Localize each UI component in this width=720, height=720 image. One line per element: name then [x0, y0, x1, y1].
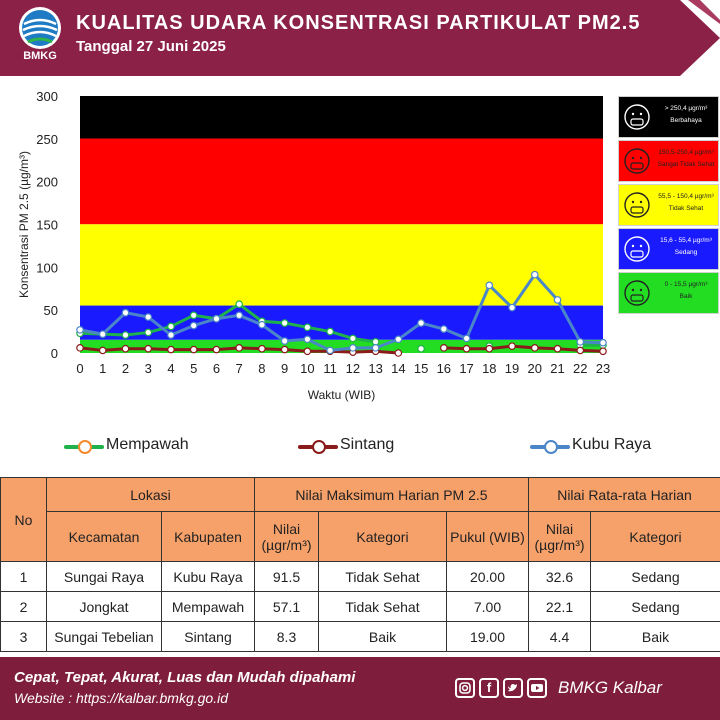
- cell-no: 1: [1, 562, 47, 592]
- table-row: [1, 622, 720, 652]
- x-tick-label: 4: [167, 361, 175, 376]
- x-tick-label: 9: [281, 361, 289, 376]
- x-tick-label: 6: [212, 361, 221, 376]
- y-tick-label: 50: [43, 303, 58, 319]
- data-point: [304, 348, 310, 354]
- series-legend-marker: [312, 440, 326, 454]
- data-point: [554, 297, 560, 303]
- cell-kecamatan: Sungai Tebelian: [47, 622, 162, 652]
- data-point: [395, 336, 401, 342]
- data-point: [577, 347, 583, 353]
- data-point: [418, 320, 424, 326]
- data-point: [463, 335, 469, 341]
- cell-max-kategori: Baik: [319, 622, 447, 652]
- x-tick-label: 3: [144, 361, 152, 376]
- data-point: [281, 338, 287, 344]
- face-icon: [622, 189, 652, 221]
- legend-range: 55,5 - 150,4 µgr/m³: [658, 193, 714, 200]
- data-point: [350, 345, 356, 351]
- legend-category: Sedang: [674, 249, 698, 256]
- header-avg-nilai-label: Nilai: [545, 520, 574, 537]
- summary-table: [0, 477, 720, 652]
- data-point: [236, 312, 242, 318]
- cell-kabupaten: Sintang: [162, 622, 255, 652]
- data-point: [304, 324, 310, 330]
- header-pukul: Pukul (WIB): [447, 512, 529, 562]
- footer-tagline: Cepat, Tepat, Akurat, Luas dan Mudah dipahami: [14, 669, 356, 686]
- cell-kecamatan: Jongkat: [47, 592, 162, 622]
- data-point: [190, 346, 196, 352]
- cell-avg-nilai: 32.6: [529, 562, 591, 592]
- legend-card-sangat-tidak-sehat: [618, 140, 719, 182]
- table-row: [1, 562, 720, 592]
- cell-max-kategori: Tidak Sehat: [319, 562, 447, 592]
- legend-card-berbahaya: [618, 96, 719, 138]
- cell-max-kategori: Tidak Sehat: [319, 592, 447, 622]
- data-point: [190, 322, 196, 328]
- data-point: [532, 345, 538, 351]
- data-point: [577, 339, 583, 345]
- data-point: [395, 350, 401, 356]
- header-max-kategori: Kategori: [319, 512, 447, 562]
- cell-max-nilai: 57.1: [255, 592, 319, 622]
- face-icon: [622, 233, 652, 265]
- x-tick-label: 17: [459, 361, 474, 376]
- series-legend-marker: [78, 440, 92, 454]
- data-point: [600, 340, 606, 346]
- logo-text: BMKG: [23, 50, 57, 62]
- data-point: [168, 332, 174, 338]
- data-point: [236, 301, 242, 307]
- header-kabupaten: Kabupaten: [162, 512, 255, 562]
- data-point: [145, 329, 151, 335]
- youtube-icon[interactable]: [527, 678, 547, 698]
- data-point: [190, 312, 196, 318]
- y-tick-label: 300: [36, 89, 58, 104]
- header-kecamatan: Kecamatan: [47, 512, 162, 562]
- header-no: No: [1, 478, 47, 562]
- x-tick-label: 15: [413, 361, 429, 376]
- y-tick-label: 150: [36, 217, 58, 233]
- data-point: [509, 343, 515, 349]
- data-point: [259, 322, 265, 328]
- page-date: Tanggal 27 Juni 2025: [76, 38, 226, 55]
- header-max-nilai: [255, 512, 319, 562]
- facebook-icon[interactable]: f: [479, 678, 499, 698]
- legend-range: 150,5-250,4 µgr/m³: [658, 149, 714, 156]
- x-tick-label: 2: [121, 361, 130, 376]
- cell-kabupaten: Kubu Raya: [162, 562, 255, 592]
- data-point: [554, 346, 560, 352]
- table-row: [1, 592, 720, 622]
- header-avg-kategori: Kategori: [591, 512, 720, 562]
- data-point: [122, 332, 128, 338]
- data-point: [259, 346, 265, 352]
- series-legend-label: Mempawah: [106, 436, 189, 453]
- data-point: [441, 326, 447, 332]
- series-legend-marker: [544, 440, 558, 454]
- data-point: [532, 271, 538, 277]
- x-tick-label: 7: [235, 361, 243, 376]
- legend-category: Berbahaya: [670, 117, 702, 124]
- cell-avg-nilai: 22.1: [529, 592, 591, 622]
- data-point: [122, 346, 128, 352]
- cell-kecamatan: Sungai Raya: [47, 562, 162, 592]
- header-max-nilai-unit: (µgr/m³): [261, 536, 312, 553]
- face-icon: [622, 277, 652, 309]
- legend-category: Tidak Sehat: [668, 205, 704, 212]
- cell-avg-kategori: Baik: [591, 622, 720, 652]
- footer-website[interactable]: Website : https://kalbar.bmkg.go.id: [14, 690, 228, 706]
- cell-avg-kategori: Sedang: [591, 592, 720, 622]
- cell-kabupaten: Mempawah: [162, 592, 255, 622]
- data-point: [327, 347, 333, 353]
- x-tick-label: 14: [391, 361, 406, 376]
- header-lokasi: Lokasi: [47, 478, 255, 512]
- y-tick-label: 0: [50, 346, 58, 361]
- data-point: [486, 346, 492, 352]
- cell-max-nilai: 8.3: [255, 622, 319, 652]
- band-3: [80, 138, 603, 224]
- header-banner: [0, 0, 720, 76]
- cell-no: 3: [1, 622, 47, 652]
- legend-card-baik: [618, 272, 719, 314]
- header-nilai-maksimum: Nilai Maksimum Harian PM 2.5: [255, 478, 529, 512]
- y-tick-label: 100: [36, 260, 58, 276]
- x-tick-label: 18: [482, 361, 497, 376]
- band-2: [80, 224, 603, 305]
- x-tick-label: 1: [99, 361, 107, 376]
- x-tick-label: 22: [573, 361, 588, 376]
- data-point: [145, 346, 151, 352]
- band-4: [80, 96, 603, 138]
- x-tick-label: 19: [504, 361, 520, 376]
- data-point: [77, 327, 83, 333]
- header-max-nilai-label: Nilai: [272, 520, 301, 537]
- legend-card-tidak-sehat: [618, 184, 719, 226]
- data-point: [509, 304, 515, 310]
- x-tick-label: 10: [300, 361, 315, 376]
- header-nilai-rata-rata: Nilai Rata-rata Harian: [529, 478, 720, 512]
- legend-range: 15,6 - 55,4 µgr/m³: [660, 237, 712, 244]
- data-point: [486, 282, 492, 288]
- header-avg-nilai-unit: (µgr/m³): [534, 536, 585, 553]
- data-point: [100, 347, 106, 353]
- data-point: [304, 336, 310, 342]
- x-tick-label: 11: [323, 361, 337, 376]
- legend-category: Sangat Tidak Sehat: [657, 161, 715, 168]
- x-tick-label: 23: [595, 361, 611, 376]
- x-tick-label: 12: [345, 361, 361, 376]
- x-axis-title: Waktu (WIB): [307, 388, 376, 402]
- cell-pukul: 7.00: [447, 592, 529, 622]
- cell-max-nilai: 91.5: [255, 562, 319, 592]
- cell-pukul: 20.00: [447, 562, 529, 592]
- x-tick-label: 8: [258, 361, 266, 376]
- cell-avg-nilai: 4.4: [529, 622, 591, 652]
- y-tick-label: 250: [36, 131, 58, 147]
- data-point: [145, 314, 151, 320]
- y-tick-label: 200: [36, 174, 58, 190]
- data-point: [281, 320, 287, 326]
- data-point: [236, 345, 242, 351]
- page-title: KUALITAS UDARA KONSENTRASI PARTIKULAT PM2.5: [76, 12, 641, 34]
- cell-avg-kategori: Sedang: [591, 562, 720, 592]
- data-point: [463, 346, 469, 352]
- face-icon: [622, 101, 652, 133]
- footer-handle: BMKG Kalbar: [558, 678, 662, 697]
- y-axis-title: Konsentrasi PM 2.5 (µg/m³): [17, 151, 31, 298]
- legend-range: 0 - 15,5 µgr/m³: [664, 281, 708, 288]
- data-point: [600, 348, 606, 354]
- series-legend: [0, 434, 720, 458]
- data-point: [281, 346, 287, 352]
- x-tick-label: 21: [550, 361, 565, 376]
- header-avg-nilai: [529, 512, 591, 562]
- data-point: [213, 346, 219, 352]
- x-tick-label: 16: [436, 361, 452, 376]
- x-tick-label: 20: [527, 361, 543, 376]
- summary-table-wrap: [0, 477, 720, 652]
- x-tick-label: 0: [76, 361, 84, 376]
- data-point: [100, 331, 106, 337]
- x-tick-label: 5: [190, 361, 198, 376]
- data-point: [168, 346, 174, 352]
- legend-range: > 250,4 µgr/m³: [664, 105, 708, 112]
- legend-card-sedang: [618, 228, 719, 270]
- instagram-icon[interactable]: [455, 678, 475, 698]
- data-point: [441, 345, 447, 351]
- pm25-line-chart: [0, 86, 720, 416]
- data-point: [372, 345, 378, 351]
- data-point: [350, 335, 356, 341]
- data-point: [77, 345, 83, 351]
- series-legend-label: Kubu Raya: [572, 436, 652, 453]
- series-legend-label: Sintang: [340, 436, 395, 453]
- x-tick-label: 13: [368, 361, 383, 376]
- data-point: [168, 323, 174, 329]
- face-icon: [622, 145, 652, 177]
- data-point: [327, 328, 333, 334]
- cell-no: 2: [1, 592, 47, 622]
- twitter-icon[interactable]: [503, 678, 523, 698]
- legend-category: Baik: [679, 293, 693, 300]
- data-point: [418, 346, 424, 352]
- data-point: [122, 310, 128, 316]
- cell-pukul: 19.00: [447, 622, 529, 652]
- footer: [0, 657, 720, 720]
- data-point: [213, 316, 219, 322]
